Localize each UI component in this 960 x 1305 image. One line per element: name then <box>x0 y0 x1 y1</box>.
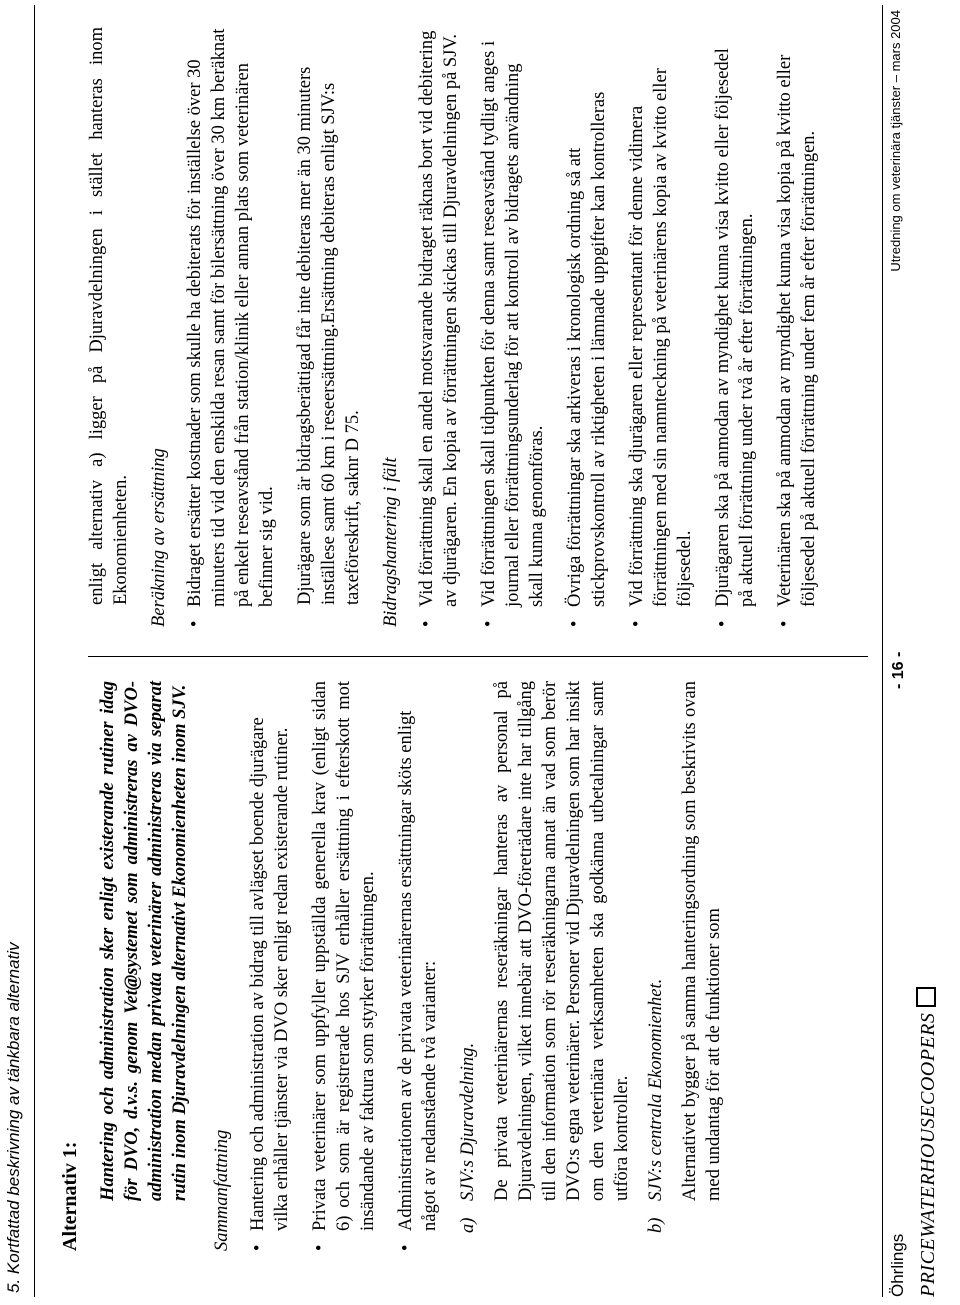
variant-b <box>644 681 668 1251</box>
bullet-text: Administrationen av de privata veterinärernas ersättningar sköts enligt något av nedanstående två varianter: <box>396 710 440 1231</box>
variant-a <box>456 681 480 1251</box>
variant-marker: a) <box>458 1217 478 1233</box>
bullet-text: Vid förrättning ska djurägaren eller representant för denne vidimera förrättningen med sin namnteckning på veterinärens kopia av kvitto eller följesedel. <box>627 68 695 607</box>
bullet-text: Hantering och administration av bidrag till avlägset boende djurägare vilka erhåller tjänster via DVO sker enligt redan existerande rutiner. <box>248 717 292 1231</box>
variant-a-text: De privata veterinärernas reseräkningar hanteras av personal på Djuravdelningen, vilket innebär att DVO-företrädare inte har tillgång till den information som rör reseräkningarna annat än vad som berör DVO:s egna veterinärer. Personer vid Djuravdelningen som har insikt om den veterinära verksamheten ska godkänna utbetalningar samt utföra kontroller. <box>492 681 632 1201</box>
alternative-title: Alternativ 1: <box>59 1141 81 1251</box>
field-bullet <box>563 27 611 627</box>
bullet-glyph: • <box>248 1244 268 1251</box>
bullet-text: Vid förrättningen skall tidpunkten för denna samt reseavstånd tydligt anges i journal eller förrättningsunderlag för att kontroll av bidragets användning skall kunna genomföras. <box>479 40 547 607</box>
alternative-intro: Hantering och administration sker enligt existerande rutiner idag för DVO, d.v.s. genom Vet@systemet som administreras av DVO-administration medan privata veterinärer administreras via separat rutin inom Djuravdelningen alternativt Ekonomienheten inom SJV. <box>98 681 190 1201</box>
field-bullet <box>625 27 697 627</box>
firm-logo-text: PRICEWATERHOUSECOOPERS <box>917 1012 939 1297</box>
header-rule <box>34 5 35 1297</box>
field-bullet <box>477 27 549 627</box>
bullet-text: Djurägaren ska på anmodan av myndighet kunna visa kvitto eller följesedel på aktuell förrättning under två år efter förrättningen. <box>713 48 757 607</box>
continued-text: enligt alternativ a) ligger på Djuravdelningen i stället hanteras inom Ekonomienheten. <box>87 27 131 605</box>
calculation-paragraph: Djurägare som är bidragsberättigad får inte debiteras mer än 30 minuters inställese samt 60 km i reseersättning.Ersättning debiteras enligt SJV:s taxeföreskrift, saknr D 75. <box>295 66 363 605</box>
footer-rule <box>882 5 883 1297</box>
bullet-glyph: • <box>310 1244 330 1251</box>
page-number: - 16 - <box>890 651 907 689</box>
bullet-glyph: • <box>417 620 437 627</box>
field-bullet <box>773 27 821 627</box>
bullet-text: Vid förrättning skall en andel motsvarande bidraget räknas bort vid debitering av djurägaren. En kopia av förrättningen skickas till Djuravdelningen på SJV. <box>417 30 461 607</box>
author-name: Öhrlings <box>888 1233 907 1297</box>
field-bullet <box>415 27 463 627</box>
variant-b-text: Alternativet bygger på samma hanteringsordning som beskrivits ovan med undantag för att de funktioner som <box>680 681 724 1201</box>
variant-marker: b) <box>646 1217 666 1233</box>
summary-heading: Sammanfattning <box>212 1129 232 1251</box>
bullet-text: Övriga förrättningar ska arkiveras i kronologisk ordning så att stickprovskontroll av riktigheten i lämnade uppgifter kan kontrolleras <box>565 91 609 607</box>
bullet-text: Privata veterinärer som uppfyller uppställda generella krav (enligt sidan 6) och som är registrerade hos SJV erhåller ersättning i efterskott mot insändande av faktura som styrker förrättningen. <box>310 681 378 1231</box>
bullet-glyph: • <box>565 620 585 627</box>
field-bullet <box>711 27 759 627</box>
summary-bullet <box>308 681 380 1251</box>
bullet-glyph: • <box>713 620 733 627</box>
calculation-bullet <box>183 27 279 627</box>
variant-label: SJV:s Djuravdelning. <box>458 1042 478 1201</box>
summary-bullet <box>246 681 294 1251</box>
bullet-glyph: • <box>396 1244 416 1251</box>
bullet-glyph: • <box>185 620 205 627</box>
logo-mark-icon <box>916 987 936 1007</box>
bullet-text: Bidraget ersätter kostnader som skulle ha debiterats för inställelse över 30 minuters tid vid den enskilda resan samt för bilersättning över 30 km beräknat på enkelt reseavstånd från station/klinik eller annan plats som veterinären befinner sig vid. <box>185 28 277 607</box>
bullet-glyph: • <box>479 620 499 627</box>
bullet-glyph: • <box>627 620 647 627</box>
section-header: 5. Kortfattad beskrivning av tänkbara alternativ <box>4 942 23 1293</box>
bullet-glyph: • <box>775 620 795 627</box>
field-heading: Bidragshantering i fält <box>381 457 401 627</box>
column-divider <box>88 656 868 657</box>
summary-bullet <box>394 681 442 1251</box>
variant-label: SJV:s centrala Ekonomienhet. <box>646 978 666 1201</box>
right-column <box>85 27 835 627</box>
report-title: Utredning om veterinära tjänster – mars 2004 <box>888 10 903 272</box>
calculation-heading: Beräkning av ersättning <box>149 448 169 627</box>
left-column <box>58 681 736 1251</box>
firm-logo <box>916 987 940 1297</box>
bullet-text: Veterinären ska på anmodan av myndighet kunna visa kopia på kvitto eller följesedel på aktuell förrättning under fem år efter förrättningen. <box>775 54 819 607</box>
